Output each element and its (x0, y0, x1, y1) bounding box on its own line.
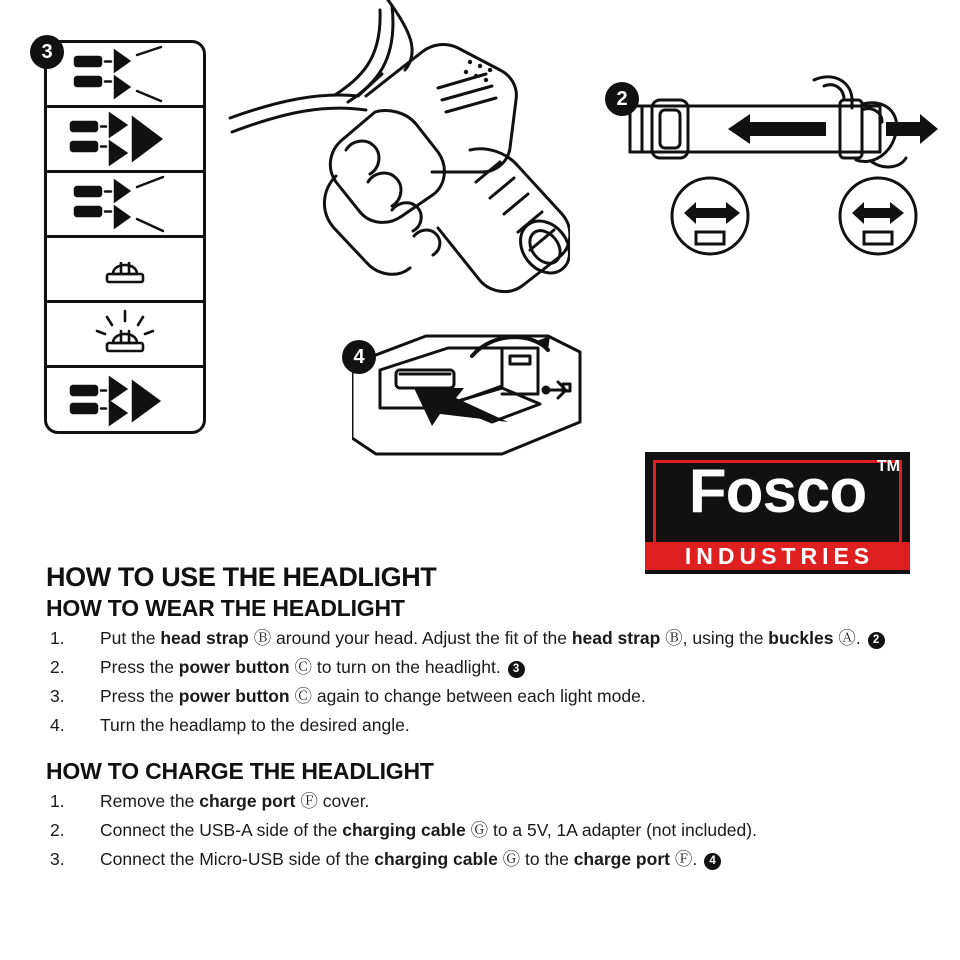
logo-trademark: TM (876, 458, 900, 475)
charge-step (46, 789, 916, 814)
light-mode-panel (44, 40, 206, 434)
instructions-content (46, 562, 916, 876)
step-term: power button (178, 686, 290, 706)
step-number: 4. (50, 715, 65, 735)
step-term: charging cable (374, 849, 498, 869)
charge-port-illustration (352, 330, 582, 460)
wear-step (46, 713, 916, 738)
step-text: Ⓕ. (669, 849, 703, 869)
charge-step (46, 818, 916, 843)
wear-step (46, 626, 916, 651)
wear-steps-list (46, 626, 916, 738)
step-number: 3. (50, 686, 65, 706)
inline-step-badge: 3 (508, 661, 525, 678)
step-number: 2. (50, 820, 65, 840)
step-term: head strap (571, 628, 661, 648)
inline-step-badge: 2 (868, 632, 885, 649)
step-badge-3: 3 (30, 35, 64, 69)
step-text: Remove the (100, 791, 200, 811)
light-mode-full-beam-icon (47, 368, 203, 433)
light-mode-low-beam-wide-icon (47, 173, 203, 238)
charge-steps-list (46, 789, 916, 872)
step-term: charge port (573, 849, 670, 869)
section-heading-wear: HOW TO WEAR THE HEADLIGHT (46, 595, 405, 621)
step-term: power button (178, 657, 290, 677)
step-text: Connect the USB-A side of the (100, 820, 343, 840)
step-text: Ⓖ to a 5V, 1A adapter (not included). (465, 820, 757, 840)
inline-step-badge: 4 (704, 853, 721, 870)
step-text: Turn the headlamp to the desired angle. (100, 715, 410, 735)
fosco-logo (645, 452, 910, 574)
step-term: charge port (199, 791, 296, 811)
wear-step (46, 655, 916, 680)
step-number: 1. (50, 791, 65, 811)
step-text: Press the (100, 657, 179, 677)
charge-step (46, 847, 916, 872)
light-mode-beacon-icon (47, 238, 203, 303)
logo-subtitle: INDUSTRIES (645, 542, 910, 570)
headlamp-illustration (170, 0, 570, 340)
step-text: Ⓐ. (833, 628, 866, 648)
step-text: Ⓑ, using the (660, 628, 769, 648)
step-text: Ⓒ to turn on the headlight. (289, 657, 506, 677)
step-number: 1. (50, 628, 65, 648)
step-text: Ⓖ to the (497, 849, 574, 869)
light-mode-high-beam-icon (47, 108, 203, 173)
step-text: Press the (100, 686, 179, 706)
head-strap-adjust-illustration (600, 70, 940, 260)
step-text: Ⓑ around your head. Adjust the fit of the (248, 628, 572, 648)
step-text: Put the (100, 628, 161, 648)
step-text: Connect the Micro-USB side of the (100, 849, 375, 869)
logo-wordmark: Fosco (688, 457, 867, 526)
step-badge-4: 4 (342, 340, 376, 374)
light-mode-low-beam-icon (47, 43, 203, 108)
step-number: 2. (50, 657, 65, 677)
light-mode-beacon-flash-icon (47, 303, 203, 368)
step-term: charging cable (342, 820, 466, 840)
step-term: buckles (768, 628, 834, 648)
step-text: Ⓕ cover. (295, 791, 370, 811)
section-heading-charge: HOW TO CHARGE THE HEADLIGHT (46, 758, 434, 784)
step-text: Ⓒ again to change between each light mode. (289, 686, 646, 706)
step-number: 3. (50, 849, 65, 869)
wear-step (46, 684, 916, 709)
step-badge-2: 2 (605, 82, 639, 116)
step-term: head strap (160, 628, 249, 648)
page-title: HOW TO USE THE HEADLIGHT (46, 562, 437, 592)
